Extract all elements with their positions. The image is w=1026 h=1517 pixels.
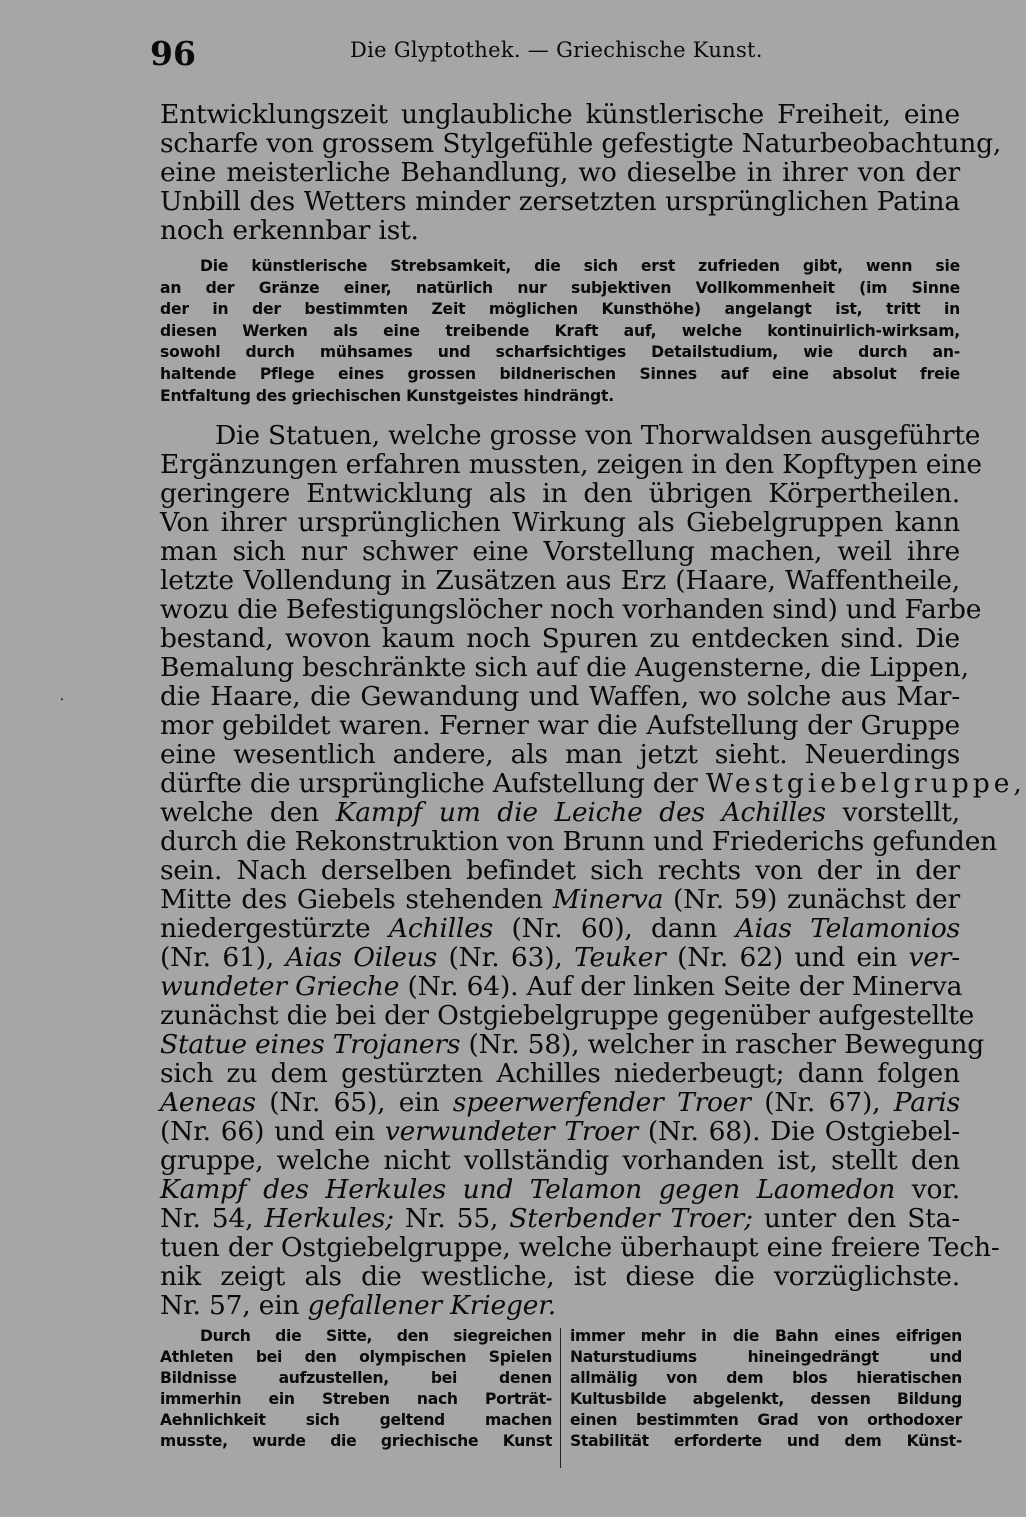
text-fragment: (Nr. 66) und ein <box>160 1116 376 1147</box>
text-line <box>160 1117 960 1146</box>
page-number: 96 <box>150 34 196 73</box>
text-line: tuen der Ostgiebelgruppe, welche überhaupt eine freiere Tech- <box>160 1232 1000 1263</box>
italic-name: Aias Oileus <box>285 942 438 973</box>
text-line: nik zeigt als die westliche, ist diese die vorzüglichste. <box>160 1261 960 1292</box>
footnote-line: musste, wurde die griechische Kunst <box>160 1432 552 1450</box>
italic-name: Paris <box>893 1087 960 1118</box>
margin-mark: ⸳ <box>60 690 64 706</box>
text-fragment: Nr. 55, <box>404 1203 499 1234</box>
text-fragment: (Nr. 58), welcher in rascher Bewegung <box>468 1029 984 1060</box>
text-line: bestand, wovon kaum noch Spuren zu entdecken sind. Die <box>160 623 960 654</box>
text-line <box>160 1029 984 1060</box>
text-fragment: unter den Sta- <box>763 1203 960 1234</box>
text-line: die Haare, die Gewandung und Waffen, wo solche aus Mar- <box>160 681 960 712</box>
small-print-note <box>160 256 960 407</box>
footnote-line: einen bestimmten Grad von orthodoxer <box>570 1411 962 1429</box>
text-fragment: (Nr. 60), dann <box>511 913 718 944</box>
footnote-line: Bildnisse aufzustellen, bei denen <box>160 1369 552 1387</box>
running-title: Die Glyptothek. — Griechische Kunst. <box>350 38 763 62</box>
text-line <box>160 768 1026 799</box>
footnote-line: Aehnlichkeit sich geltend machen <box>160 1411 552 1429</box>
italic-name: verwundeter Troer <box>384 1116 638 1147</box>
italic-name: Herkules; <box>264 1203 394 1234</box>
text-line: zunächst die bei der Ostgiebelgruppe gegenüber aufgestellte <box>160 1000 975 1031</box>
text-line: scharfe von grossem Stylgefühle gefestigte Naturbeobachtung, <box>160 128 1002 159</box>
text-fragment: niedergestürzte <box>160 913 371 944</box>
italic-name: speerwerfender Troer <box>452 1087 751 1118</box>
note-line: sowohl durch mühsames und scharfsichtiges Detailstudium, wie durch an- <box>160 343 960 362</box>
text-line <box>160 798 960 827</box>
italic-name: gefallener Krieger. <box>307 1290 557 1321</box>
column-divider <box>560 1328 561 1468</box>
footnote-left-column <box>160 1326 552 1452</box>
text-line: man sich nur schwer eine Vorstellung machen, weil ihre <box>160 536 960 567</box>
text-fragment: (Nr. 64). Auf der linken Seite der Minerva <box>407 971 963 1002</box>
text-line: gruppe, welche nicht vollständig vorhanden ist, stellt den <box>160 1145 960 1176</box>
italic-name: Statue eines Trojaners <box>160 1029 461 1060</box>
text-fragment: vorstellt, <box>842 797 960 828</box>
text-line <box>160 1291 960 1320</box>
text-line: Entwicklungszeit unglaubliche künstlerische Freiheit, eine <box>160 99 960 130</box>
text-line: noch erkennbar ist. <box>160 215 419 246</box>
italic-title-kampf-herkules: Kampf des Herkules und Telamon gegen Laomedon <box>160 1174 896 1205</box>
italic-name: Minerva <box>552 884 664 915</box>
text-line <box>160 914 960 943</box>
text-fragment: (Nr. 65), ein <box>269 1087 440 1118</box>
text-line: mor gebildet waren. Ferner war die Aufstellung der Gruppe <box>160 710 960 741</box>
italic-title-kampf-achilles: Kampf um die Leiche des Achilles <box>335 797 826 828</box>
text-fragment: vor. <box>911 1174 960 1205</box>
text-line <box>160 1175 960 1204</box>
text-line <box>160 1088 960 1117</box>
text-fragment: (Nr. 68). Die Ostgiebel- <box>647 1116 960 1147</box>
footnote-right-column <box>570 1326 962 1452</box>
spaced-term-westgiebelgruppe: Westgiebelgruppe, <box>705 768 1026 799</box>
note-line: der in der bestimmten Zeit möglichen Kunsthöhe) angelangt ist, tritt in <box>160 300 960 319</box>
paragraph-continued <box>160 99 1002 246</box>
text-fragment: (Nr. 59) zunächst der <box>673 884 960 915</box>
text-line: Bemalung beschränkte sich auf die Augensterne, die Lippen, <box>160 652 969 683</box>
text-line: letzte Vollendung in Zusätzen aus Erz (Haare, Waffentheile, <box>160 565 960 596</box>
footnote-line: Stabilität erforderte und dem Künst- <box>570 1432 962 1450</box>
italic-name: Achilles <box>388 913 494 944</box>
text-line <box>160 1204 960 1233</box>
text-line: Ergänzungen erfahren mussten, zeigen in den Kopftypen eine <box>160 449 982 480</box>
text-line: wozu die Befestigungslöcher noch vorhanden sind) und Farbe <box>160 594 982 625</box>
text-fragment: (Nr. 63), <box>448 942 563 973</box>
note-line: haltende Pflege eines grossen bildnerischen Sinnes auf eine absolut freie <box>160 364 960 383</box>
italic-name: Aias Telamonios <box>735 913 960 944</box>
italic-name: Sterbender Troer; <box>509 1203 753 1234</box>
text-fragment: (Nr. 67), <box>764 1087 881 1118</box>
text-line <box>160 885 960 914</box>
text-line: eine meisterliche Behandlung, wo dieselbe in ihrer von der <box>160 157 960 188</box>
text-line: sein. Nach derselben befindet sich rechts von der in der <box>160 855 960 886</box>
text-line <box>160 971 963 1002</box>
footnote-line: immerhin ein Streben nach Porträt- <box>160 1390 552 1408</box>
italic-name: Teuker <box>574 942 666 973</box>
footnote-line: Naturstudiums hineingedrängt und <box>570 1348 962 1366</box>
text-line: sich zu dem gestürzten Achilles niederbeugt; dann folgen <box>160 1058 960 1089</box>
italic-name: wundeter Grieche <box>160 971 400 1002</box>
text-fragment: Nr. 57, ein <box>160 1290 300 1321</box>
text-fragment: (Nr. 61), <box>160 942 275 973</box>
footnote-line: allmälig von dem blos hieratischen <box>570 1369 962 1387</box>
italic-name: ver- <box>908 942 961 973</box>
paragraph-statues <box>160 420 1026 1321</box>
note-line: Entfaltung des griechischen Kunstgeistes hindrängt. <box>160 386 614 405</box>
note-line: Die künstlerische Strebsamkeit, die sich erst zufrieden gibt, wenn sie <box>200 257 960 275</box>
italic-name: Aeneas <box>160 1087 256 1118</box>
text-fragment: welche den <box>160 797 320 828</box>
footnote-line: Durch die Sitte, den siegreichen <box>200 1327 552 1345</box>
note-line: an der Gränze einer, natürlich nur subjektiven Vollkommenheit (im Sinne <box>160 278 960 297</box>
text-fragment: (Nr. 62) und ein <box>677 942 898 973</box>
note-line: diesen Werken als eine treibende Kraft auf, welche kontinuirlich-wirksam, <box>160 321 960 340</box>
text-line: eine wesentlich andere, als man jetzt sieht. Neuerdings <box>160 739 960 770</box>
text-line: geringere Entwicklung als in den übrigen Körpertheilen. <box>160 478 960 509</box>
text-line <box>160 943 960 972</box>
text-line: Von ihrer ursprünglichen Wirkung als Giebelgruppen kann <box>160 507 960 538</box>
footnote-line: immer mehr in die Bahn eines eifrigen <box>570 1327 962 1345</box>
text-line: Unbill des Wetters minder zersetzten ursprünglichen Patina <box>160 186 960 217</box>
text-fragment: Nr. 54, <box>160 1203 254 1234</box>
text-fragment: Mitte des Giebels stehenden <box>160 884 543 915</box>
page-header <box>150 30 960 80</box>
footnote-line: Kultusbilde abgelenkt, dessen Bildung <box>570 1390 962 1408</box>
text-line: durch die Rekonstruktion von Brunn und Friederichs gefunden <box>160 826 998 857</box>
text-fragment: dürfte die ursprüngliche Aufstellung der <box>160 768 698 799</box>
footnote-line: Athleten bei den olympischen Spielen <box>160 1348 552 1366</box>
text-line: Die Statuen, welche grosse von Thorwaldsen ausgeführte <box>215 420 981 451</box>
